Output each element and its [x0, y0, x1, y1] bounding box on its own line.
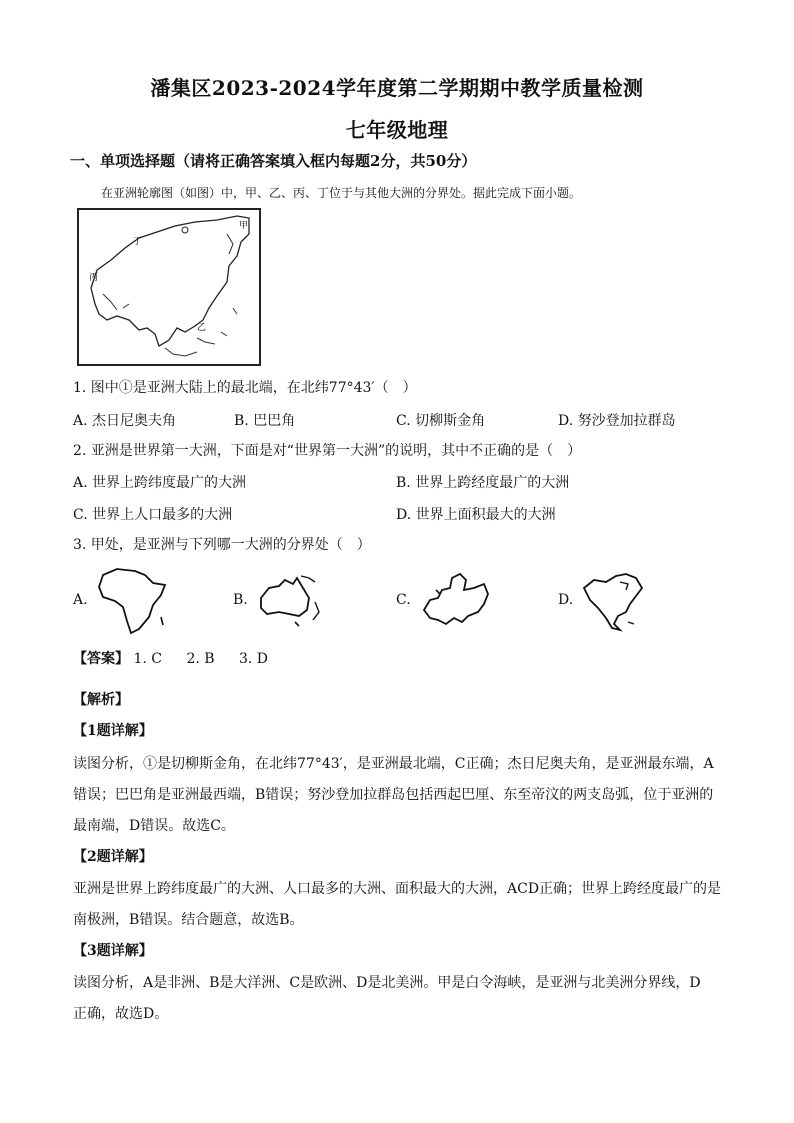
detail-2-line-1: 亚洲是世界上跨纬度最广的大洲、人口最多的大洲、面积最大的大洲，ACD正确；世界上跨经度最广的是 [73, 881, 722, 897]
analysis-heading: 【解析】 [73, 692, 129, 708]
map-label-bing: 丙 [89, 273, 99, 283]
asia-map-figure [77, 208, 261, 366]
asia-outline-map [77, 208, 261, 366]
detail-1-line-3: 最南端，D错误。故选C。 [73, 818, 235, 834]
q1-option-b[interactable]: B. 巴巴角 [234, 413, 296, 429]
map-label-ding: 丁 [133, 237, 143, 247]
oceania-outline-icon [255, 572, 327, 630]
q2-option-c[interactable]: C. 世界上人口最多的大洲 [73, 507, 233, 523]
detail-1-line-2: 错误；巴巴角是亚洲最西端，B错误；努沙登加拉群岛包括西起巴厘、东至帝汶的两支岛弧，位于亚洲的 [73, 787, 714, 803]
page-subtitle: 七年级地理 [345, 118, 449, 142]
africa-outline-icon [95, 565, 171, 637]
question-3-stem: 3. 甲处，是亚洲与下列哪一大洲的分界处（ ） [73, 537, 371, 553]
q1-option-a[interactable]: A. 杰日尼奥夫角 [73, 413, 177, 429]
q2-option-b[interactable]: B. 世界上跨经度最广的大洲 [396, 475, 570, 491]
detail-3-line-1: 读图分析，A是非洲、B是大洋洲、C是欧洲、D是北美洲。甲是白令海峡，是亚洲与北美洲分界线，D [73, 975, 701, 991]
q2-option-d[interactable]: D. 世界上面积最大的大洲 [396, 507, 556, 523]
answer-1: 1. C [133, 651, 162, 667]
section-heading: 一、单项选择题（请将正确答案填入框内每题2分，共50分） [70, 152, 477, 170]
q3-option-d[interactable]: D. [558, 592, 574, 608]
answer-tag: 【答案】 [73, 651, 129, 667]
question-1-stem: 1. 图中①是亚洲大陆上的最北端，在北纬77°43′（ ） [73, 380, 417, 396]
map-label-jia: 甲 [239, 221, 249, 231]
page-title: 潘集区2023-2024学年度第二学期期中教学质量检测 [150, 76, 644, 100]
q1-option-c[interactable]: C. 切柳斯金角 [396, 413, 486, 429]
answer-2: 2. B [186, 651, 215, 667]
answer-row [73, 649, 268, 669]
question-2-stem: 2. 亚洲是世界第一大洲，下面是对“世界第一大洲”的说明，其中不正确的是（ ） [73, 443, 582, 459]
q3-option-b[interactable]: B. [233, 592, 248, 608]
q2-option-a[interactable]: A. 世界上跨纬度最广的大洲 [73, 475, 247, 491]
section-intro: 在亚洲轮廓图（如图）中，甲、乙、丙、丁位于与其他大洲的分界处。据此完成下面小题。 [101, 186, 582, 200]
detail-2-tag: 【2题详解】 [73, 849, 153, 865]
answer-3: 3. D [239, 651, 269, 667]
detail-1-line-1: 读图分析，①是切柳斯金角，在北纬77°43′，是亚洲最北端，C正确；杰日尼奥夫角，是亚洲最东端，A [73, 756, 714, 772]
q3-option-a[interactable]: A. [73, 592, 88, 608]
detail-3-tag: 【3题详解】 [73, 943, 153, 959]
detail-2-line-2: 南极洲，B错误。结合题意，故选B。 [73, 912, 304, 928]
europe-outline-icon [418, 570, 492, 630]
detail-1-tag: 【1题详解】 [73, 723, 153, 739]
north-america-outline-icon [580, 568, 646, 634]
q3-option-c[interactable]: C. [396, 592, 411, 608]
q1-option-d[interactable]: D. 努沙登加拉群岛 [558, 413, 676, 429]
detail-3-line-2: 正确，故选D。 [73, 1006, 169, 1022]
map-label-yi: 乙 [197, 323, 207, 333]
